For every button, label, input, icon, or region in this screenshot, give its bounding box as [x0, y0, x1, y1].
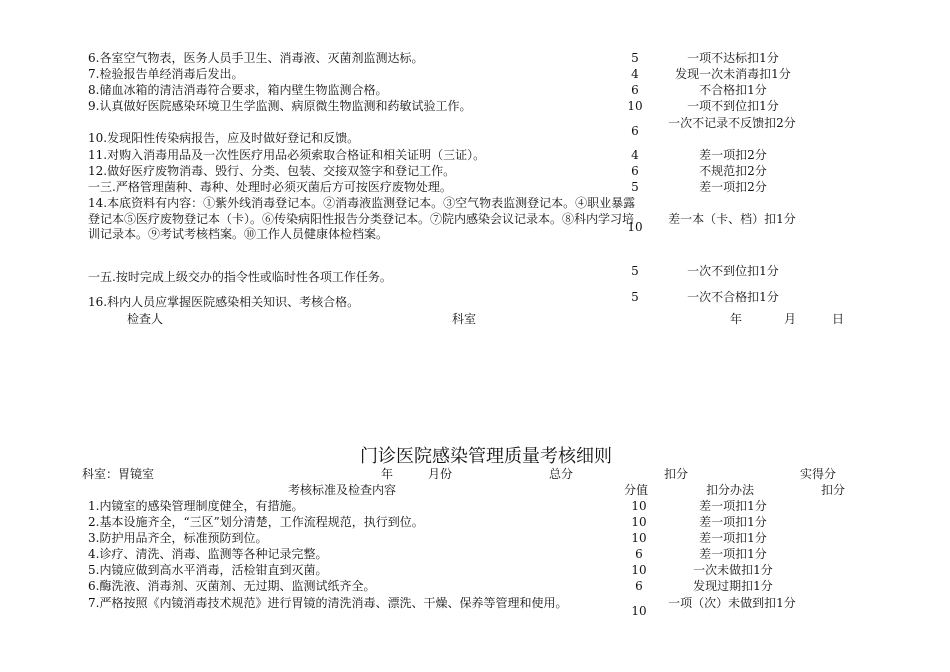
score-value: 4 — [631, 148, 639, 162]
standard-text: 10.发现阳性传染病报告，应及时做好登记和反馈。 — [88, 131, 360, 145]
score-value: 6 — [635, 579, 643, 593]
score-value: 6 — [635, 547, 643, 561]
standard-text: 11.对购入消毒用品及一次性医疗用品必须索取合格证和相关证明（三证）。 — [88, 148, 486, 162]
score-value: 10 — [631, 499, 647, 513]
deduction-method: 差一项扣2分 — [699, 180, 767, 194]
header-deduct: 扣分 — [821, 483, 846, 497]
deduct-field: 扣分 — [664, 467, 689, 481]
standard-text: 12.做好医疗废物消毒、毁行、分类、包装、交接双签字和登记工作。 — [88, 164, 456, 178]
year-label: 年 — [730, 312, 743, 326]
score-value: 6 — [631, 164, 639, 178]
standard-text: 9.认真做好医院感染环境卫生学监测、病原微生物监测和药敏试验工作。 — [88, 99, 472, 113]
header-method: 扣分办法 — [706, 483, 755, 497]
year-field: 年 — [381, 467, 394, 481]
header-standard: 考核标准及检查内容 — [288, 483, 397, 497]
standard-text: 4.诊疗、清洗、消毒、监测等各种记录完整。 — [88, 547, 328, 561]
deduction-method: 一次不合格扣1分 — [687, 290, 779, 304]
month-label: 月 — [784, 312, 797, 326]
deduction-method: 发现过期扣1分 — [693, 579, 773, 593]
standard-text: 6.酶洗液、消毒剂、灭菌剂、无过期、监测试纸齐全。 — [88, 579, 376, 593]
deduction-method: 差一项扣2分 — [699, 148, 767, 162]
inspector-label: 检查人 — [127, 312, 164, 326]
deduction-method: 一项（次）未做到扣1分 — [668, 596, 796, 610]
standard-text: 7.检验报告单经消毒后发出。 — [88, 67, 244, 81]
total-score-field: 总分 — [549, 467, 574, 481]
deduction-method: 发现一次未消毒扣1分 — [675, 67, 791, 81]
score-value: 10 — [631, 604, 647, 618]
deduction-method: 一次不到位扣1分 — [687, 264, 779, 278]
standard-text: 14.本底资料有内容：①紫外线消毒登记本。②消毒液监测登记本。③空气物表监测登记本。④职业暴露登记本⑤医疗废物登记本（卡）。⑥传染病阳性报告分类登记本。⑦院内感染会议记录本。⑧科内学习培训记录本。⑨考试考核档案。⑩工作人员健康体检档案。 — [88, 196, 636, 241]
score-value: 4 — [631, 67, 639, 81]
score-value: 6 — [631, 83, 639, 97]
deduction-method: 一次不记录不反馈扣2分 — [668, 116, 796, 130]
standard-text: 一五.按时完成上级交办的指令性或临时性各项工作任务。 — [88, 270, 392, 284]
standard-text: 一三.严格管理菌种、毒种、处理时必须灭菌后方可按医疗废物处理。 — [88, 180, 452, 194]
standard-text: 6.各室空气物表，医务人员手卫生、消毒液、灭菌剂监测达标。 — [88, 51, 424, 65]
deduction-method: 差一项扣1分 — [699, 499, 767, 513]
deduction-method: 差一本（卡、档）扣1分 — [668, 212, 796, 226]
actual-score-field: 实得分 — [800, 467, 837, 481]
score-value: 5 — [631, 264, 639, 278]
deduction-method: 不合格扣1分 — [699, 83, 767, 97]
score-value: 10 — [631, 531, 647, 545]
standard-text: 7.严格按照《内镜消毒技术规范》进行胃镜的清洗消毒、漂洗、干燥、保养等管理和使用。 — [88, 596, 568, 610]
score-value: 10 — [631, 563, 647, 577]
page-title: 门诊医院感染管理质量考核细则 — [360, 446, 612, 467]
score-value: 5 — [631, 51, 639, 65]
deduction-method: 不规范扣2分 — [699, 164, 767, 178]
score-value: 10 — [631, 515, 647, 529]
dept-field: 科室：胃镜室 — [82, 467, 155, 481]
month-field: 月份 — [428, 467, 453, 481]
deduction-method: 一项不达标扣1分 — [687, 51, 779, 65]
standard-text: 3.防护用品齐全，标准预防到位。 — [88, 531, 268, 545]
standard-text: 1.内镜室的感染管理制度健全，有措施。 — [88, 499, 304, 513]
day-label: 日 — [832, 312, 845, 326]
score-value: 5 — [631, 180, 639, 194]
header-score: 分值 — [624, 483, 649, 497]
dept-label: 科室 — [452, 312, 477, 326]
standard-text: 2.基本设施齐全，“三区”划分清楚，工作流程规范，执行到位。 — [88, 515, 424, 529]
deduction-method: 一次未做扣1分 — [693, 563, 773, 577]
score-value: 6 — [631, 124, 639, 138]
standard-text: 5.内镜应做到高水平消毒，活检钳直到灭菌。 — [88, 563, 328, 577]
standard-text: 8.储血冰箱的清洁消毒符合要求，箱内壁生物监测合格。 — [88, 83, 388, 97]
deduction-method: 一项不到位扣1分 — [687, 99, 779, 113]
standard-text: 16.科内人员应掌握医院感染相关知识、考核合格。 — [88, 295, 360, 309]
score-value: 10 — [627, 99, 643, 113]
score-value: 5 — [631, 290, 639, 304]
deduction-method: 差一项扣1分 — [699, 531, 767, 545]
deduction-method: 差一项扣1分 — [699, 547, 767, 561]
score-value: 10 — [627, 220, 643, 234]
deduction-method: 差一项扣1分 — [699, 515, 767, 529]
